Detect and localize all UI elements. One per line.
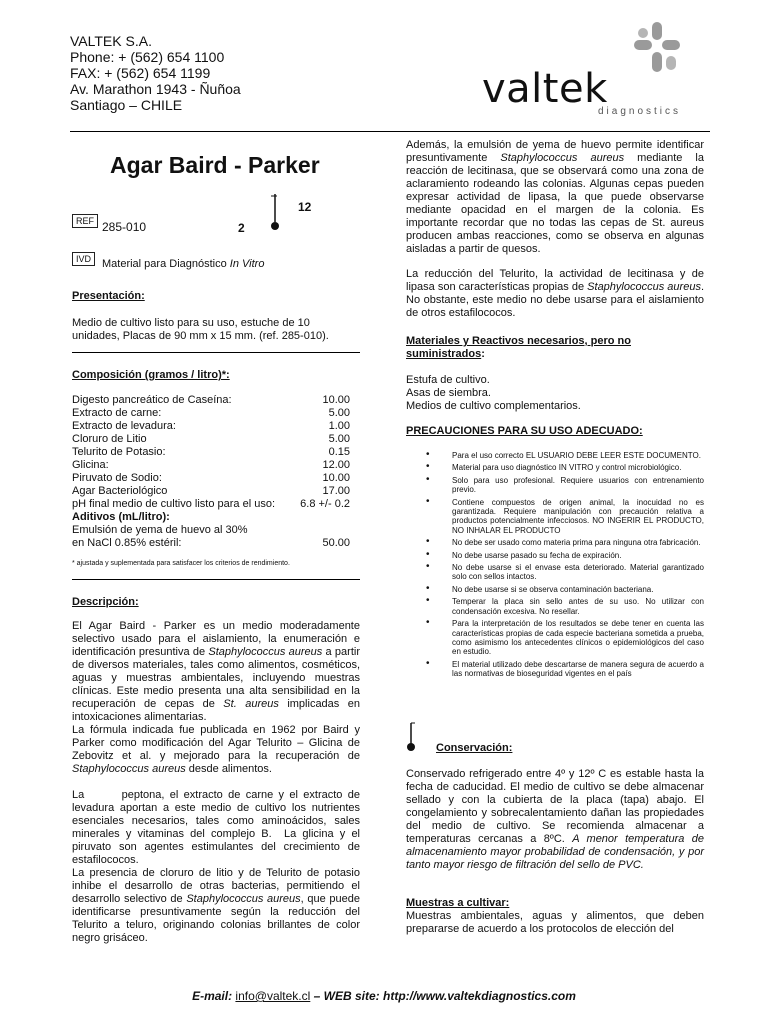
materiales-heading-text: Materiales y Reactivos necesarios, pero no suministrados — [406, 335, 631, 360]
list-item: • Para la interpretación de los resultados se debe tener en cuenta las características propias de cada especie bacteriana sometida a prueba, como asimismo los antecedentes clínicos o epidemiológicos del caso en estudio. — [420, 619, 704, 657]
footer-contact — [0, 989, 768, 1003]
comp-value: 5.00 — [328, 407, 350, 419]
footer-web[interactable]: – WEB site: http://www.valtekdiagnostics.com — [310, 989, 576, 1003]
comp-row — [72, 485, 360, 498]
company-line: FAX: + (562) 654 1199 — [70, 65, 211, 81]
aditivos-name: en NaCl 0.85% estéril: — [72, 537, 182, 549]
logo-wordmark: valtek — [482, 66, 608, 112]
intro-paragraph — [406, 139, 704, 256]
comp-row — [72, 394, 360, 407]
list-item: • No debe usarse si el envase esta deteriorado. Material garantizado solo con sellos intactos. — [420, 563, 704, 582]
ivd-text-italic: In Vitro — [229, 258, 265, 270]
text-run: La presencia de cloruro de litio y de Telurito de potasio inhibe el desarrollo de otras bacterias, permitiendo el desarrollo selectivo de — [72, 867, 360, 905]
comp-row — [72, 407, 360, 420]
muestras-text: Muestras ambientales, aguas y alimentos, que deben prepararse de acuerdo a los protocolos de elección del — [406, 910, 704, 935]
text-run: implicadas en intoxicaciones alimentarias. — [72, 698, 360, 723]
materiales-list — [406, 374, 704, 413]
comp-row — [72, 498, 360, 511]
comp-value: 6.8 +/- 0.2 — [300, 498, 350, 510]
temperature-high: 12 — [298, 200, 312, 214]
thermometer-icon — [404, 722, 418, 752]
list-item: • No debe usarse si se observa contaminación bacteriana. — [420, 585, 704, 594]
company-line: VALTEK S.A. — [70, 33, 152, 49]
materiales-colon: : — [481, 348, 485, 360]
text-run: . No obstante, este medio no debe usarse para el aislamiento de otros estafilococos. — [406, 281, 705, 319]
aditivos-row — [72, 537, 360, 550]
descripcion-body — [72, 620, 364, 945]
ivd-symbol: IVD — [72, 252, 95, 266]
composicion-heading: Composición (gramos / litro)*: — [72, 369, 230, 381]
valtek-logo — [480, 20, 700, 120]
aditivos-heading: Aditivos (mL/litro): — [72, 511, 170, 523]
comp-name: Extracto de carne: — [72, 407, 162, 419]
comp-value: 12.00 — [322, 459, 350, 471]
aditivos-line: Emulsión de yema de huevo al 30% — [72, 524, 248, 536]
logo-subtitle: diagnostics — [598, 106, 682, 117]
company-address — [70, 33, 241, 113]
comp-name: Cloruro de Litio — [72, 433, 147, 445]
composicion-footnote: * ajustada y suplementada para satisfacer los criterios de rendimiento. — [72, 560, 290, 567]
comp-name: Piruvato de Sodio: — [72, 472, 162, 484]
product-title: Agar Baird - Parker — [110, 152, 320, 178]
comp-name: Glicina: — [72, 459, 109, 471]
comp-row — [72, 459, 360, 472]
text-run-italic: Staphylococcus aureus — [587, 281, 701, 293]
conservacion-heading: Conservación: — [436, 742, 513, 754]
list-item: • Material para uso diagnóstico IN VITRO y control microbiológico. — [420, 463, 704, 472]
descripcion-p1 — [72, 620, 360, 724]
comp-name: Telurito de Potasio: — [72, 446, 166, 458]
section-divider — [72, 352, 360, 353]
comp-name: pH final medio de cultivo listo para el uso: — [72, 498, 275, 510]
ivd-description — [102, 258, 264, 270]
comp-row — [72, 446, 360, 459]
text-run: a partir de diversos materiales, tales como alimentos, cosméticos, aguas y muestras ambientales, incluyendo muestras clínicas. Este medio presenta una alta sensibilidad en la recuperación de cepas de — [72, 646, 360, 710]
text-run: La fórmula indicada fue publicada en 1962 por Baird y Parker como modificación del Agar Telurito – Glicina de Zebovitz et al. y mejorado para la recuperación de — [72, 724, 360, 762]
comp-value: 5.00 — [328, 433, 350, 445]
ref-number: 285-010 — [102, 220, 147, 234]
list-item: Asas de siembra. — [406, 387, 491, 399]
temperature-low: 2 — [238, 221, 245, 235]
ref-symbol: REF — [72, 214, 98, 228]
footer-email-link[interactable]: info@valtek.cl — [235, 989, 311, 1003]
ivd-text-main: Material para Diagnóstico — [102, 258, 230, 270]
materiales-heading — [406, 335, 704, 361]
presentacion-heading: Presentación: — [72, 290, 145, 302]
list-item: • El material utilizado debe descartarse de manera segura de acuerdo a las normativas de bioseguridad vigentes en el país — [420, 660, 704, 679]
list-item: • Contiene compuestos de origen animal, la inocuidad no es garantizada. Requiere manipulación con precaución relativa a productos potencialmente infecciosos. NO INGERIR EL PRODUCTO, NO INHALAR EL PRODUCTO — [420, 498, 704, 536]
text-run-italic: St. aureus — [223, 698, 279, 710]
text-run-italic: Staphylococcus aureus — [186, 893, 301, 905]
comp-value: 17.00 — [322, 485, 350, 497]
comp-row — [72, 472, 360, 485]
aditivos-value: 50.00 — [322, 537, 350, 549]
comp-value: 0.15 — [328, 446, 350, 458]
company-line: Phone: + (562) 654 1100 — [70, 49, 225, 65]
text-run: desde alimentos. — [185, 763, 272, 775]
section-divider — [72, 579, 360, 580]
text-run-italic: Staphylococcus aureus — [500, 152, 625, 164]
telurito-paragraph — [406, 268, 704, 320]
header-divider — [70, 131, 710, 132]
logo-mark-icon — [630, 20, 686, 78]
footer-email-label: E-mail: — [192, 989, 236, 1003]
descripcion-p4 — [72, 867, 360, 945]
comp-name: Digesto pancreático de Caseína: — [72, 394, 232, 406]
text-run-italic: Staphylococcus aureus — [72, 763, 186, 775]
conservacion-text — [406, 768, 704, 872]
list-item: Medios de cultivo complementarios. — [406, 400, 581, 412]
company-line: Santiago – CHILE — [70, 97, 183, 113]
descripcion-p2 — [72, 724, 360, 776]
text-run-italic: A menor temperatura de almacenamiento mayor probabilidad de condensación, y por tanto mayor riesgo de filtración del sello de PVC. — [406, 833, 705, 871]
text-run: Además, la emulsión de yema de huevo permite identificar presuntivamente — [406, 139, 704, 164]
text-run-italic: Staphylococcus aureus — [208, 646, 323, 658]
comp-value: 10.00 — [322, 394, 350, 406]
list-item: Estufa de cultivo. — [406, 374, 490, 386]
text-run: , que puede identificarse presuntivamente según la reducción del Telurito a teluro, originando colonias brillantes de color negro grisáceo. — [72, 893, 360, 944]
text-run: Conservado refrigerado entre 4º y 12º C es estable hasta la fecha de caducidad. El medio de cultivo se debe almacenar sellado y con la cubierta de la placa (tapa) abajo. El congelamiento y sobrecalentamiento dañan las propiedades del medio de cultivo. Se recomienda almacenar a temperaturas cercanas a 8ºC. — [406, 768, 704, 845]
precauciones-heading: PRECAUCIONES PARA SU USO ADECUADO: — [406, 425, 643, 437]
list-item: • No debe usarse pasado su fecha de expiración. — [420, 551, 704, 560]
comp-name: Agar Bacteriológico — [72, 485, 168, 497]
descripcion-heading: Descripción: — [72, 596, 139, 608]
comp-value: 10.00 — [322, 472, 350, 484]
precauciones-list — [420, 451, 704, 682]
thermometer-icon — [268, 192, 282, 232]
comp-row — [72, 420, 360, 433]
text-run: El Agar Baird - Parker es un medio moderadamente selectivo usado para el aislamiento, la enumeración e identificación presuntiva de — [72, 620, 360, 658]
composicion-table — [72, 394, 360, 550]
comp-value: 1.00 — [328, 420, 350, 432]
comp-name: Extracto de levadura: — [72, 420, 176, 432]
company-line: Av. Marathon 1943 - Ñuñoa — [70, 81, 241, 97]
list-item: • No debe ser usado como materia prima para ninguna otra fabricación. — [420, 538, 704, 547]
muestras-heading: Muestras a cultivar: — [406, 897, 510, 909]
list-item: • Temperar la placa sin sello antes de su uso. No utilizar con condensación excesiva. No resellar. — [420, 597, 704, 616]
list-item: • Para el uso correcto EL USUARIO DEBE LEER ESTE DOCUMENTO. — [420, 451, 704, 460]
presentacion-text: Medio de cultivo listo para su uso, estuche de 10 unidades, Placas de 90 mm x 15 mm. (ref. 285-010). — [72, 317, 329, 342]
text-run: mediante la reacción de lecitinasa, que se observará como una zona de aclaramiento rodeando las colonias. Algunas cepas pueden expresar actividad de lipasa, la que puede observarse mediante opacidad en el margen de la colonia. Es importante recordar que no todas las cepas de St. aureus producen ambas reacciones, como se observa en algunas aisladas a partir de quesos. — [406, 152, 704, 255]
comp-row — [72, 433, 360, 446]
descripcion-p3: La peptona, el extracto de carne y el extracto de levadura aportan a este medio de cultivo los nutrientes esenciales necesarios, tales como aminoácidos, sales minerales y vitaminas del complejo B. La glicina y el piruvato son agentes estimulantes del crecimiento de estafilococos. — [72, 789, 364, 866]
text-run: La reducción del Telurito, la actividad de lecitinasa y de lipasa son características propias de — [406, 268, 704, 293]
list-item: • Solo para uso profesional. Requiere usuarios con entrenamiento previo. — [420, 476, 704, 495]
